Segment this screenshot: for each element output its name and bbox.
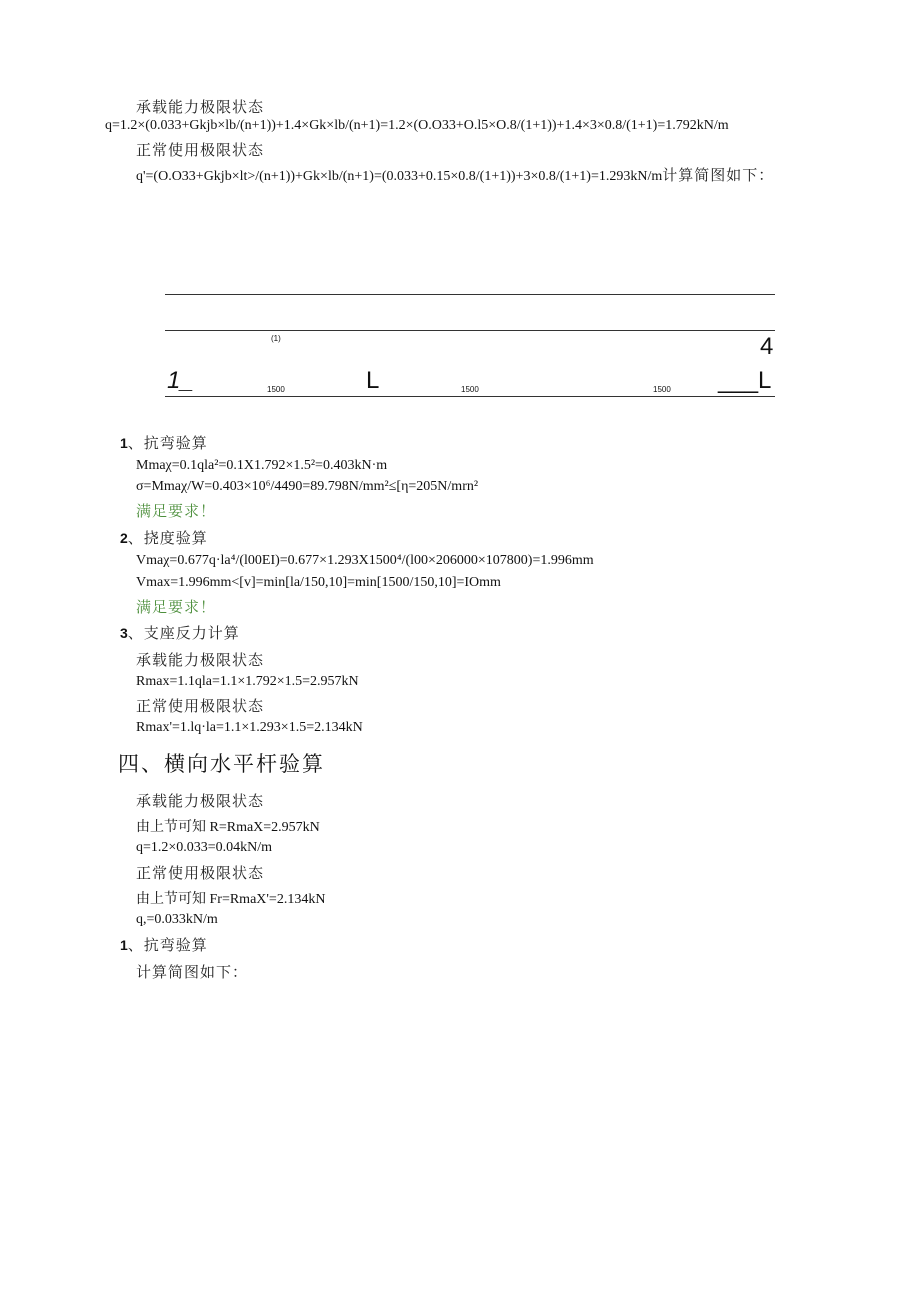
bending-heading bbox=[120, 432, 208, 453]
label-mid: L bbox=[366, 367, 380, 394]
label-right-top: 4 bbox=[760, 333, 774, 360]
deflection-title: 、挠度验算 bbox=[127, 529, 208, 547]
reaction-bearing-limit: 承载能力极限状态 bbox=[136, 651, 265, 669]
v-formula: Vmaχ=0.677q·la⁴/(l00EI)=0.677×1.293X1500⁴/(l00×206000×107800)=1.996mm bbox=[136, 553, 594, 568]
section4-heading: 四、横向水平杆验算 bbox=[118, 752, 325, 776]
sigma-formula: σ=Mmaχ/W=0.403×10⁶/4490=89.798N/mm²≤[η=205N/mrn² bbox=[136, 479, 479, 494]
reaction-title: 、支座反力计算 bbox=[127, 624, 240, 642]
service-limit-heading: 正常使用极限状态 bbox=[136, 141, 265, 159]
q2-formula-line bbox=[136, 164, 774, 185]
load-line bbox=[165, 294, 775, 295]
bending-num: 1 bbox=[120, 435, 128, 451]
reaction-heading bbox=[120, 622, 240, 643]
label-right-bottom: ___L bbox=[718, 367, 772, 394]
s4-bearing-limit: 承载能力极限状态 bbox=[136, 792, 265, 810]
bending-title: 、抗弯验算 bbox=[127, 434, 208, 452]
s4-fr-line: 由上节可知 Fr=RmaX'=2.134kN bbox=[136, 892, 326, 907]
v-check: Vmax=1.996mm<[v]=min[la/150,10]=min[1500/150,10]=IOmm bbox=[136, 575, 501, 590]
deflection-heading bbox=[120, 527, 208, 548]
label-left-bottom: 1_ bbox=[167, 367, 194, 394]
reaction-service-limit: 正常使用极限状态 bbox=[136, 697, 265, 715]
q-formula: q=1.2×(0.033+Gkjb×lb/(n+1))+1.4×Gk×lb/(n+1)=1.2×(O.O33+O.l5×O.8/(1+1))+1.4×3×0.8/(1+1)=1.792kN/m bbox=[105, 118, 729, 133]
deflection-num: 2 bbox=[120, 530, 128, 546]
s4-diagram-intro: 计算简图如下： bbox=[136, 963, 249, 981]
s4-bend-title: 、抗弯验算 bbox=[127, 936, 208, 954]
span-label-3: 1500 bbox=[653, 385, 671, 394]
beam-line bbox=[165, 330, 775, 331]
diagram-intro: 计算简图如下： bbox=[662, 166, 775, 184]
span-label-2: 1500 bbox=[461, 385, 479, 394]
m-formula: Mmaχ=0.1qla²=0.1X1.792×1.5²=0.403kN·m bbox=[136, 458, 388, 473]
bending-ok: 满足要求！ bbox=[136, 502, 217, 520]
deflection-ok: 满足要求！ bbox=[136, 598, 217, 616]
s4-bend-num: 1 bbox=[120, 937, 128, 953]
s4-q2-line: q,=0.033kN/m bbox=[136, 912, 218, 927]
s4-r-line: 由上节可知 R=RmaX=2.957kN bbox=[136, 820, 320, 835]
rmax-formula: Rmax=1.1qla=1.1×1.792×1.5=2.957kN bbox=[136, 674, 359, 689]
support-mark: (1) bbox=[271, 334, 281, 343]
bearing-limit-heading: 承载能力极限状态 bbox=[136, 98, 265, 116]
s4-bending-heading bbox=[120, 934, 208, 955]
s4-service-limit: 正常使用极限状态 bbox=[136, 864, 265, 882]
rmax2-formula: Rmax'=1.lq·la=1.1×1.293×1.5=2.134kN bbox=[136, 720, 363, 735]
span-label-1: 1500 bbox=[267, 385, 285, 394]
reaction-num: 3 bbox=[120, 625, 128, 641]
q2-formula: q'=(O.O33+Gkjb×lt>/(n+1))+Gk×lb/(n+1)=(0.033+0.15×0.8/(1+1))+3×0.8/(1+1)=1.293kN/m bbox=[136, 169, 663, 184]
dimension-line bbox=[165, 396, 775, 397]
s4-q-line: q=1.2×0.033=0.04kN/m bbox=[136, 840, 273, 855]
